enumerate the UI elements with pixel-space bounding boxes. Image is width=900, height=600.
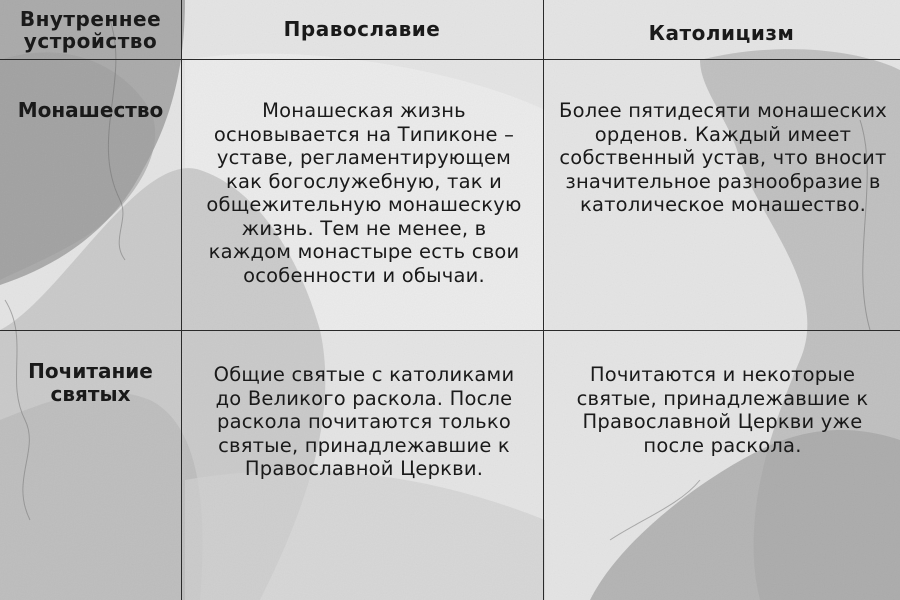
cell-monasticism-catholicism [558, 99, 888, 217]
cell-saints-catholicism [565, 363, 880, 457]
cell-saints-orthodoxy [200, 363, 528, 481]
row-label-monasticism [0, 99, 181, 122]
header-catholicism [543, 22, 900, 44]
header-aspect [0, 8, 181, 52]
header-orthodoxy-label: Православие [283, 17, 441, 41]
cell-text: Более пятидесяти монашеских орденов. Каждый имеет собственный устав, что вносит значительное разнообразие в католическое монашество. [559, 99, 887, 216]
row-label-text: Монашество [17, 98, 164, 122]
column-divider-2 [543, 0, 544, 600]
header-orthodoxy [181, 18, 543, 40]
cell-text: Монашеская жизнь основывается на Типиконе – уставе, регламентирующем как богослужебную, так и общежительную монашескую жизнь. Тем не менее, в каждом монастыре есть свои особенности и обычаи. [206, 99, 522, 287]
row-label-saints [18, 360, 163, 406]
cell-text: Общие святые с католиками до Великого раскола. После раскола почитаются только святые, принадлежавшие к Православной Церкви. [213, 363, 515, 480]
header-row-divider [0, 59, 900, 60]
cell-text: Почитаются и некоторые святые, принадлежавшие к Православной Церкви уже после раскола. [576, 363, 869, 457]
row-label-text: Почитание святых [28, 359, 153, 406]
header-aspect-label: Внутреннее устройство [19, 7, 162, 53]
cell-monasticism-orthodoxy [200, 99, 528, 287]
row-divider [0, 330, 900, 331]
header-catholicism-label: Католицизм [648, 21, 795, 45]
column-divider-1 [181, 0, 182, 600]
